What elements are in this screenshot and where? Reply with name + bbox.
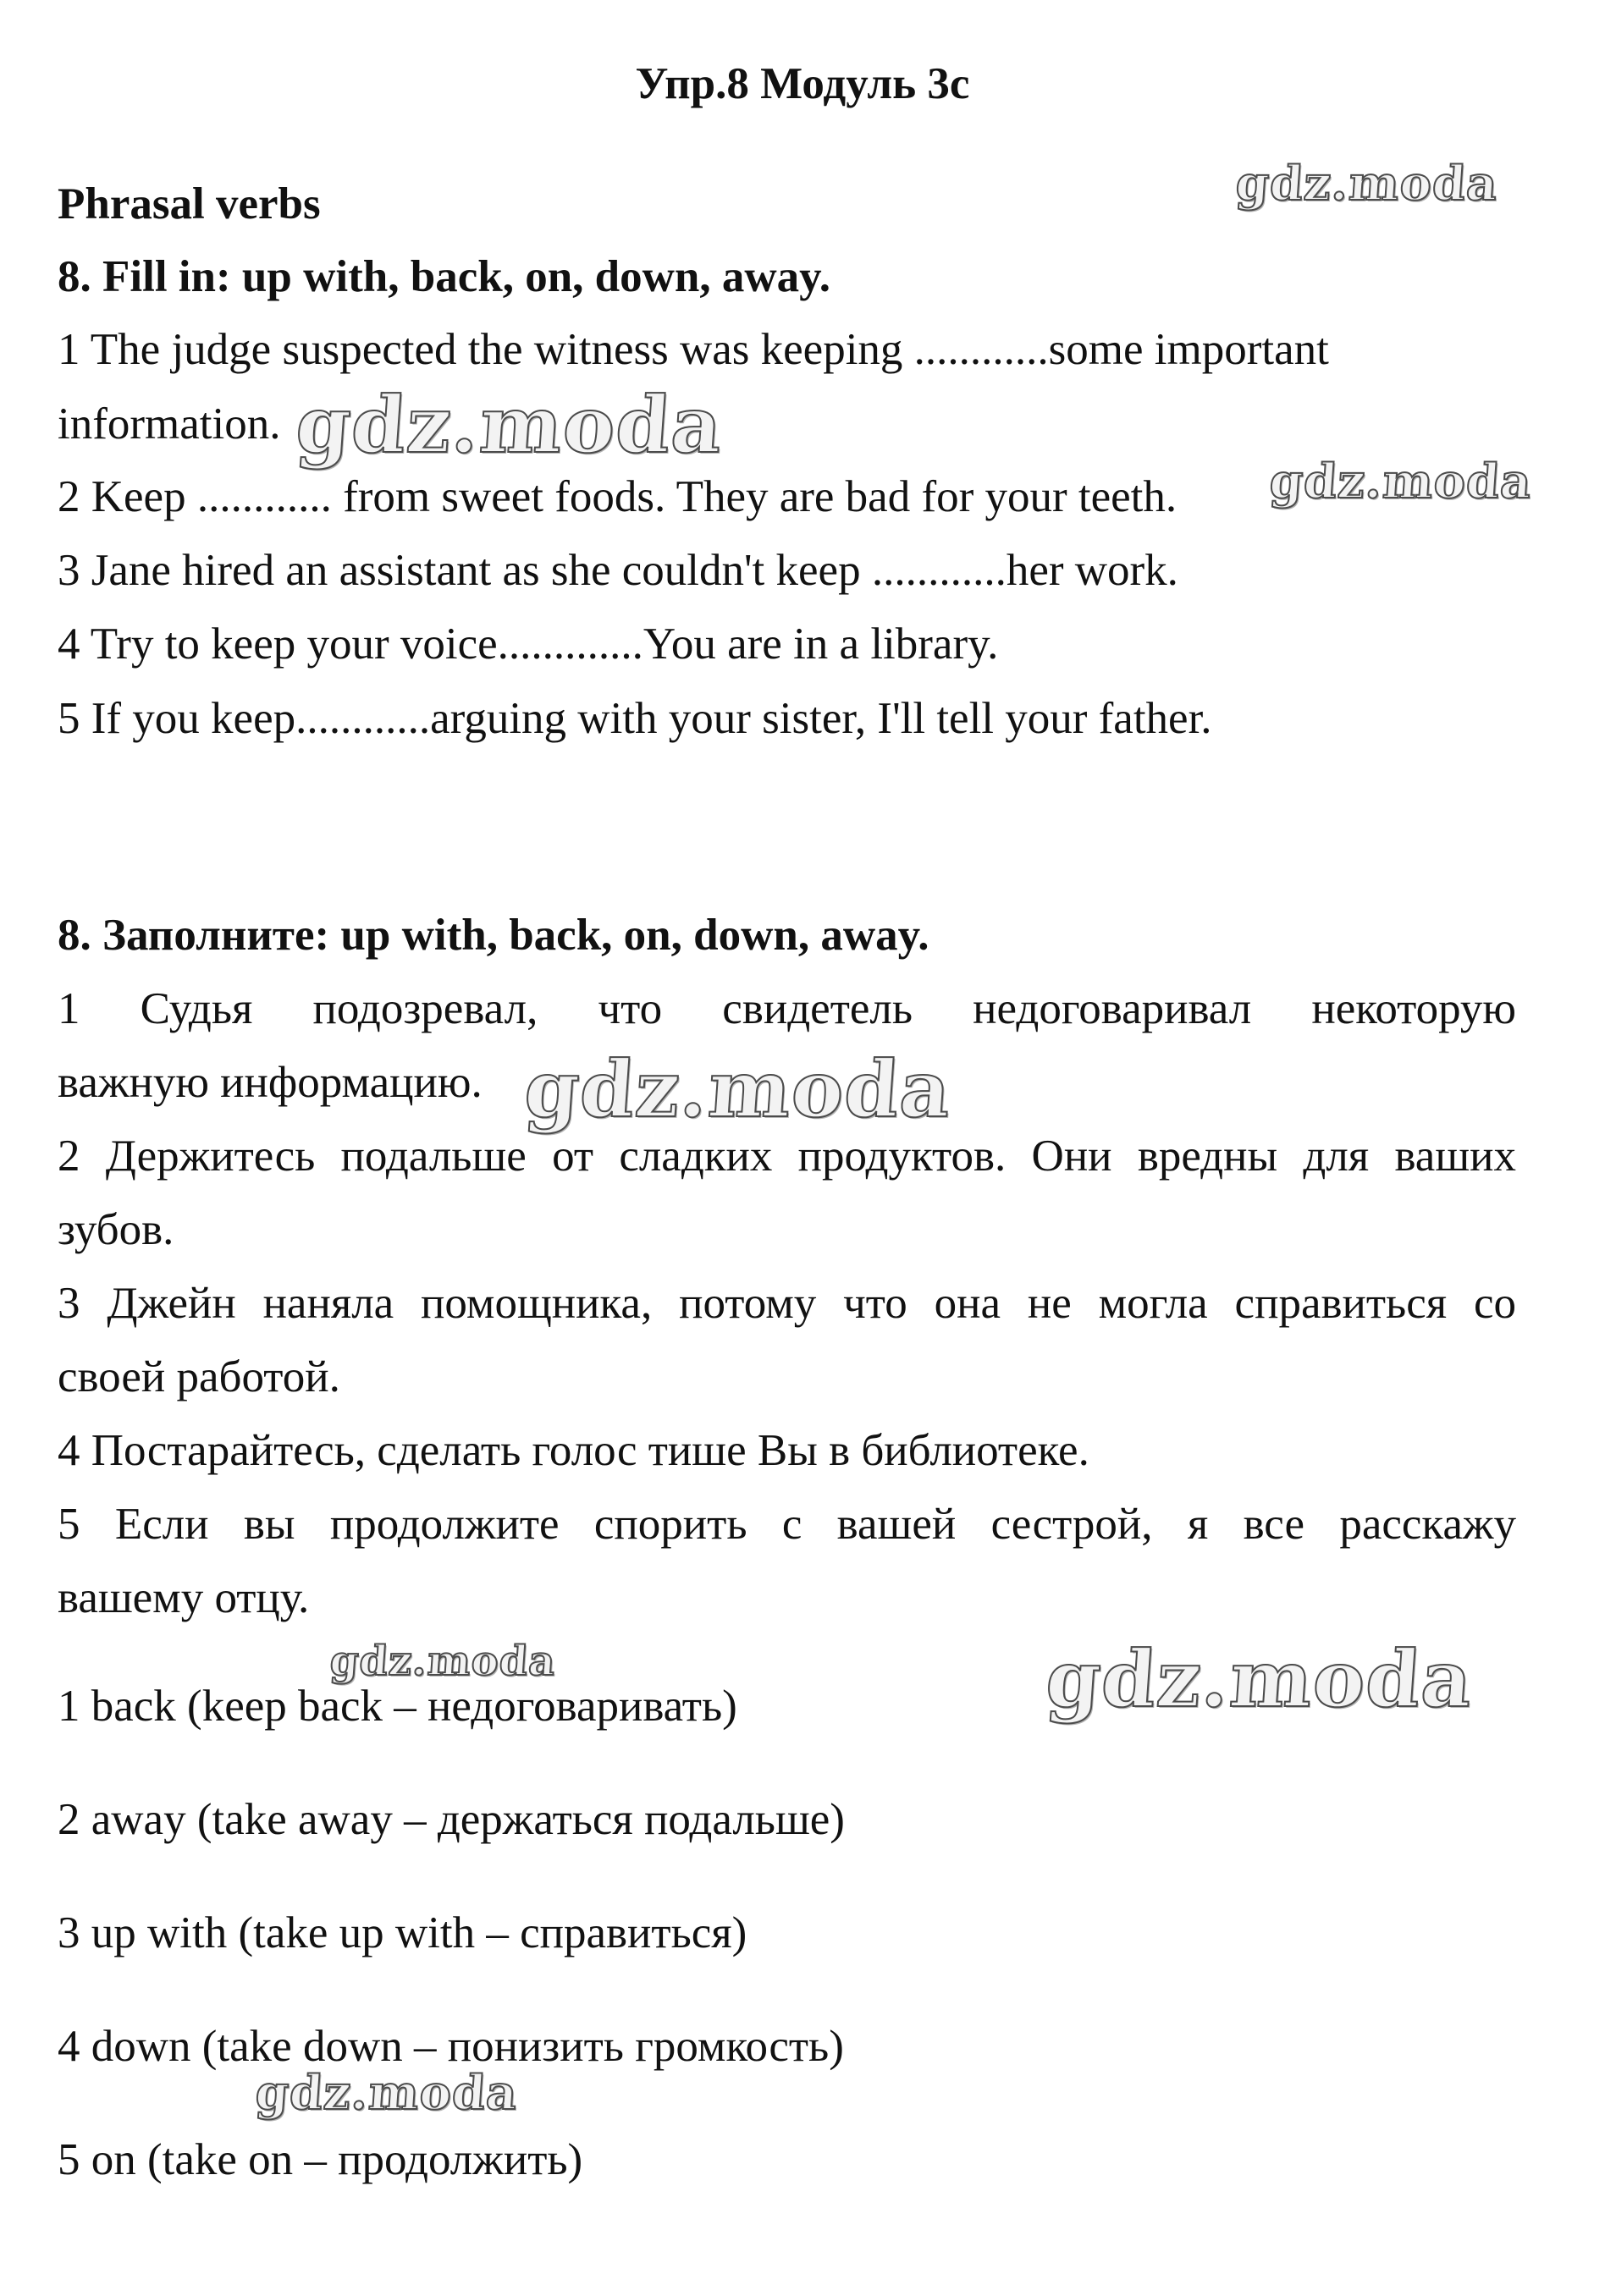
watermark: gdz.moda (328, 1638, 558, 1685)
exercise-ru-item-5-line-1: 5 Если вы продолжите спорить с вашей сестрой, я все расскажу (58, 1500, 1516, 1549)
document-title: Упр.8 Модуль 3c (635, 59, 970, 108)
watermark: gdz.moda (1043, 1633, 1476, 1725)
exercise-ru-item-4: 4 Постарайтесь, сделать голос тише Вы в библиотеке. (58, 1426, 1089, 1475)
watermark: gdz.moda (293, 379, 726, 471)
exercise-ru-item-3-line-2: своей работой. (58, 1352, 340, 1401)
exercise-ru-item-3-line-1: 3 Джейн наняла помощника, потому что она не могла справиться со (58, 1279, 1516, 1328)
watermark: gdz.moda (253, 2065, 520, 2121)
exercise-en-item-4: 4 Try to keep your voice.............You are in a library. (58, 619, 999, 669)
watermark: gdz.moda (1267, 454, 1534, 509)
exercise-en-item-3: 3 Jane hired an assistant as she couldn't keep ............her work. (58, 546, 1178, 595)
exercise-ru-heading: 8. Заполните: up with, back, on, down, away. (58, 911, 929, 960)
exercise-en-item-1-line-1: 1 The judge suspected the witness was keeping ............some important (58, 325, 1329, 374)
watermark: gdz.moda (521, 1043, 955, 1135)
answer-1: 1 back (keep back – недоговаривать) (58, 1682, 737, 1731)
exercise-ru-item-2-line-1: 2 Держитесь подальше от сладких продуктов. Они вредны для ваших (58, 1131, 1516, 1181)
section-title: Phrasal verbs (58, 179, 321, 228)
answer-4: 4 down (take down – понизить громкость) (58, 2022, 844, 2071)
exercise-ru-item-1-line-2: важную информацию. (58, 1058, 483, 1107)
exercise-en-item-1-line-2: information. (58, 399, 281, 449)
answer-2: 2 away (take away – держаться подальше) (58, 1795, 845, 1844)
exercise-en-item-5: 5 If you keep............arguing with your sister, I'll tell your father. (58, 694, 1212, 743)
watermark: gdz.moda (1233, 156, 1500, 212)
answer-5: 5 on (take on – продолжить) (58, 2135, 583, 2184)
exercise-en-heading: 8. Fill in: up with, back, on, down, away. (58, 252, 831, 301)
exercise-en-item-2: 2 Keep ............ from sweet foods. They are bad for your teeth. (58, 472, 1178, 521)
exercise-ru-item-1-line-1: 1 Судья подозревал, что свидетель недоговаривал некоторую (58, 984, 1516, 1033)
exercise-ru-item-5-line-2: вашему отцу. (58, 1573, 310, 1622)
exercise-ru-item-2-line-2: зубов. (58, 1205, 174, 1254)
answer-3: 3 up with (take up with – справиться) (58, 1908, 747, 1957)
